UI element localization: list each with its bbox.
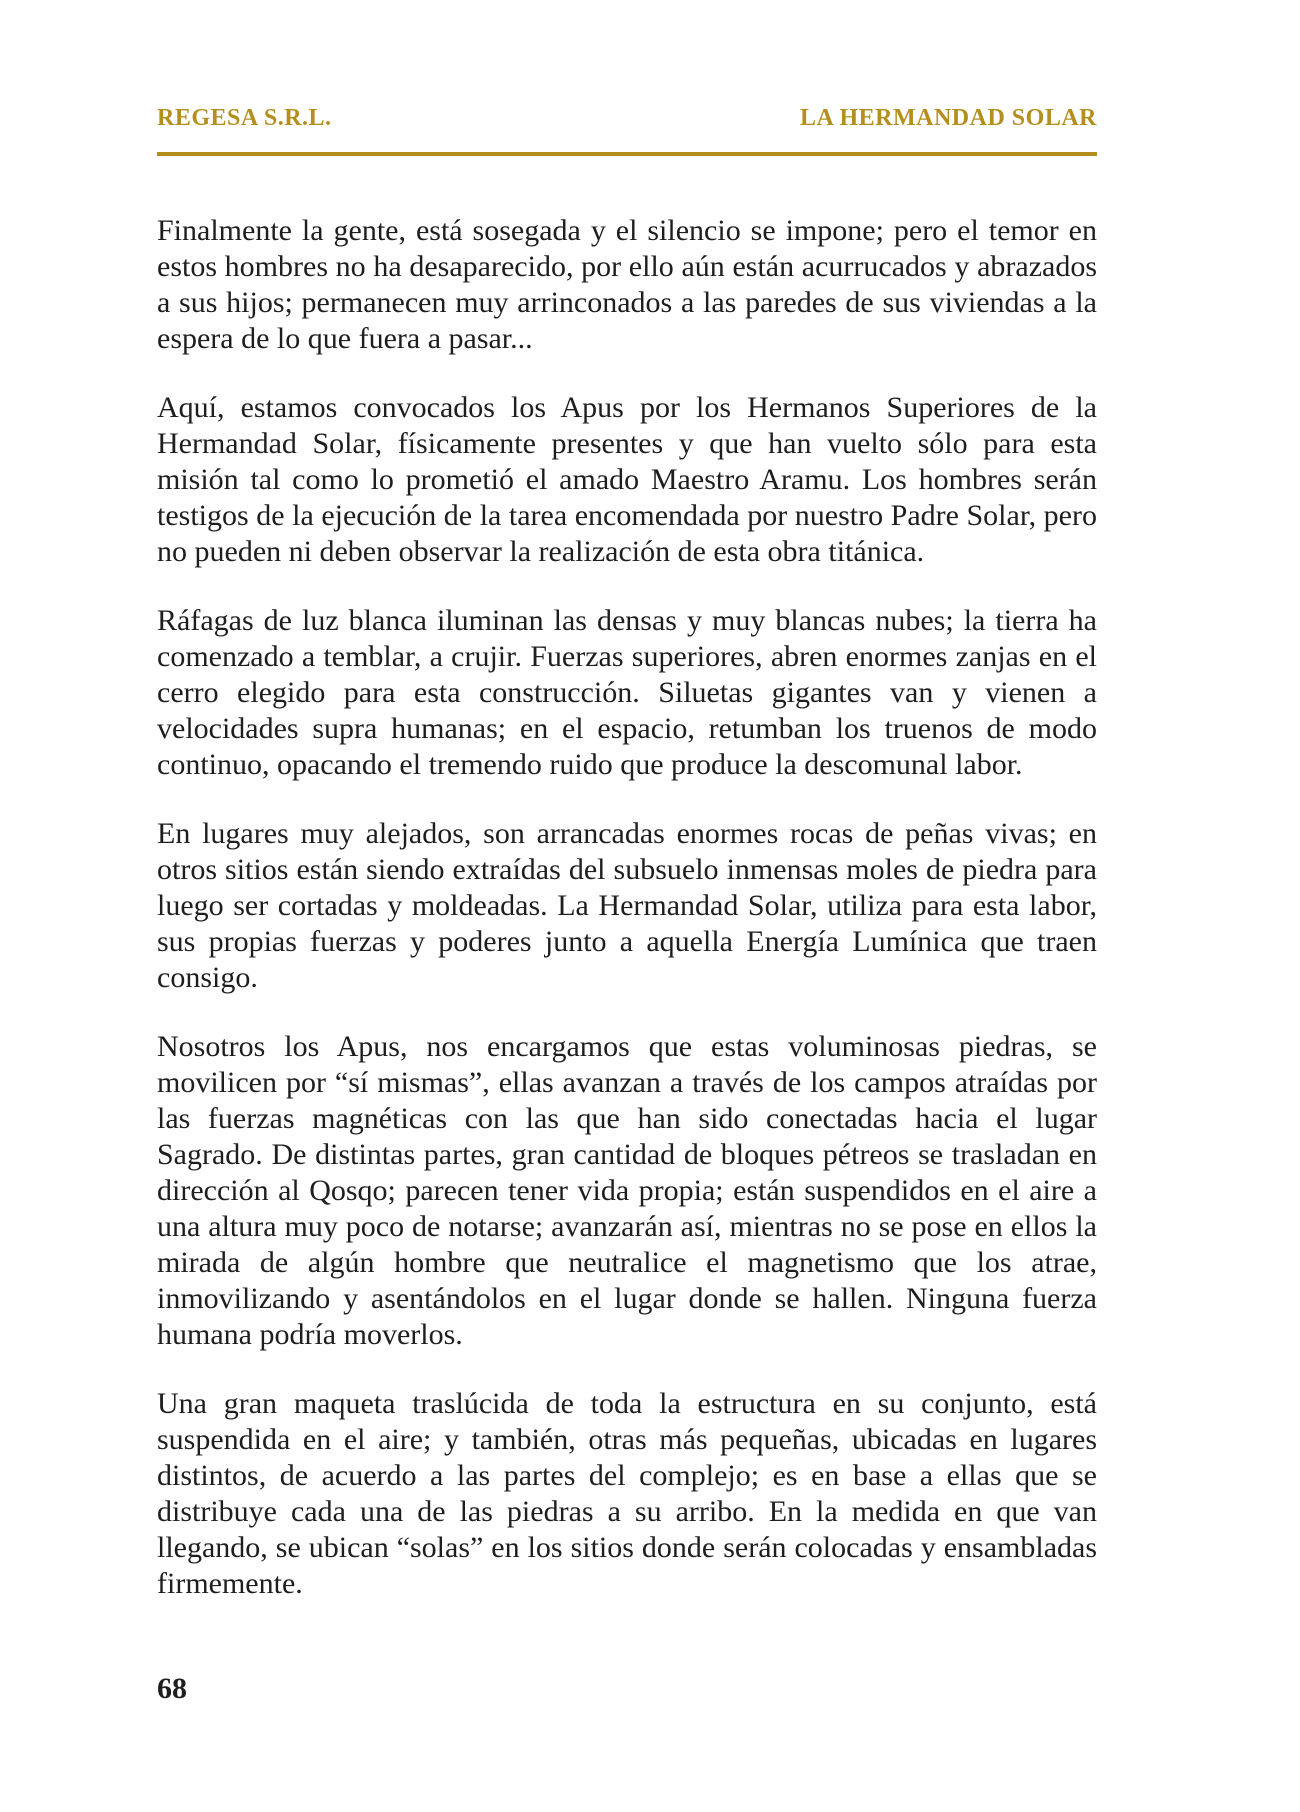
running-header: [157, 98, 1097, 138]
header-rule: [157, 152, 1097, 156]
page-number: 68: [157, 1672, 187, 1705]
header-publisher: REGESA S.R.L.: [157, 104, 332, 131]
paragraph: Una gran maqueta traslúcida de toda la estructura en su conjunto, está suspendida en el aire; y también, otras más pequeñas, ubicadas en lugares distintos, de acuerdo a las partes del complejo; es en base a ellas que se distribuye cada una de las piedras a su arribo. En la medida en que van llegando, se ubican “solas” en los sitios donde serán colocadas y ensambladas firmemente.: [157, 1387, 1097, 1600]
paragraph: Ráfagas de luz blanca iluminan las densas y muy blancas nubes; la tierra ha comenzado a temblar, a crujir. Fuerzas superiores, abren enormes zanjas en el cerro elegido para esta construcción. Siluetas gigantes van y vienen a velocidades supra humanas; en el espacio, retumban los truenos de modo continuo, opacando el tremendo ruido que produce la descomunal labor.: [157, 604, 1097, 781]
paragraph: Aquí, estamos convocados los Apus por los Hermanos Superiores de la Hermandad Solar, físicamente presentes y que han vuelto sólo para esta misión tal como lo prometió el amado Maestro Aramu. Los hombres serán testigos de la ejecución de la tarea encomendada por nuestro Padre Solar, pero no pueden ni deben observar la realización de esta obra titánica.: [157, 391, 1097, 568]
paragraph: En lugares muy alejados, son arrancadas enormes rocas de peñas vivas; en otros sitios están siendo extraídas del subsuelo inmensas moles de piedra para luego ser cortadas y moldeadas. La Hermandad Solar, utiliza para esta labor, sus propias fuerzas y poderes junto a aquella Energía Lumínica que traen consigo.: [157, 817, 1097, 994]
header-book-title: LA HERMANDAD SOLAR: [799, 104, 1097, 131]
paragraph: Nosotros los Apus, nos encargamos que estas voluminosas piedras, se movilicen por “sí mismas”, ellas avanzan a través de los campos atraídas por las fuerzas magnéticas con las que han sido conectadas hacia el lugar Sagrado. De distintas partes, gran cantidad de bloques pétreos se trasladan en dirección al Qosqo; parecen tener vida propia; están suspendidos en el aire a una altura muy poco de notarse; avanzarán así, mientras no se pose en ellos la mirada de algún hombre que neutralice el magnetismo que los atrae, inmovilizando y asentándolos en el lugar donde se hallen. Ninguna fuerza humana podría moverlos.: [157, 1030, 1097, 1351]
body-text: [157, 213, 1097, 1635]
paragraph: Finalmente la gente, está sosegada y el silencio se impone; pero el temor en estos hombres no ha desaparecido, por ello aún están acurrucados y abrazados a sus hijos; permanecen muy arrinconados a las paredes de sus viviendas a la espera de lo que fuera a pasar...: [157, 214, 1097, 355]
